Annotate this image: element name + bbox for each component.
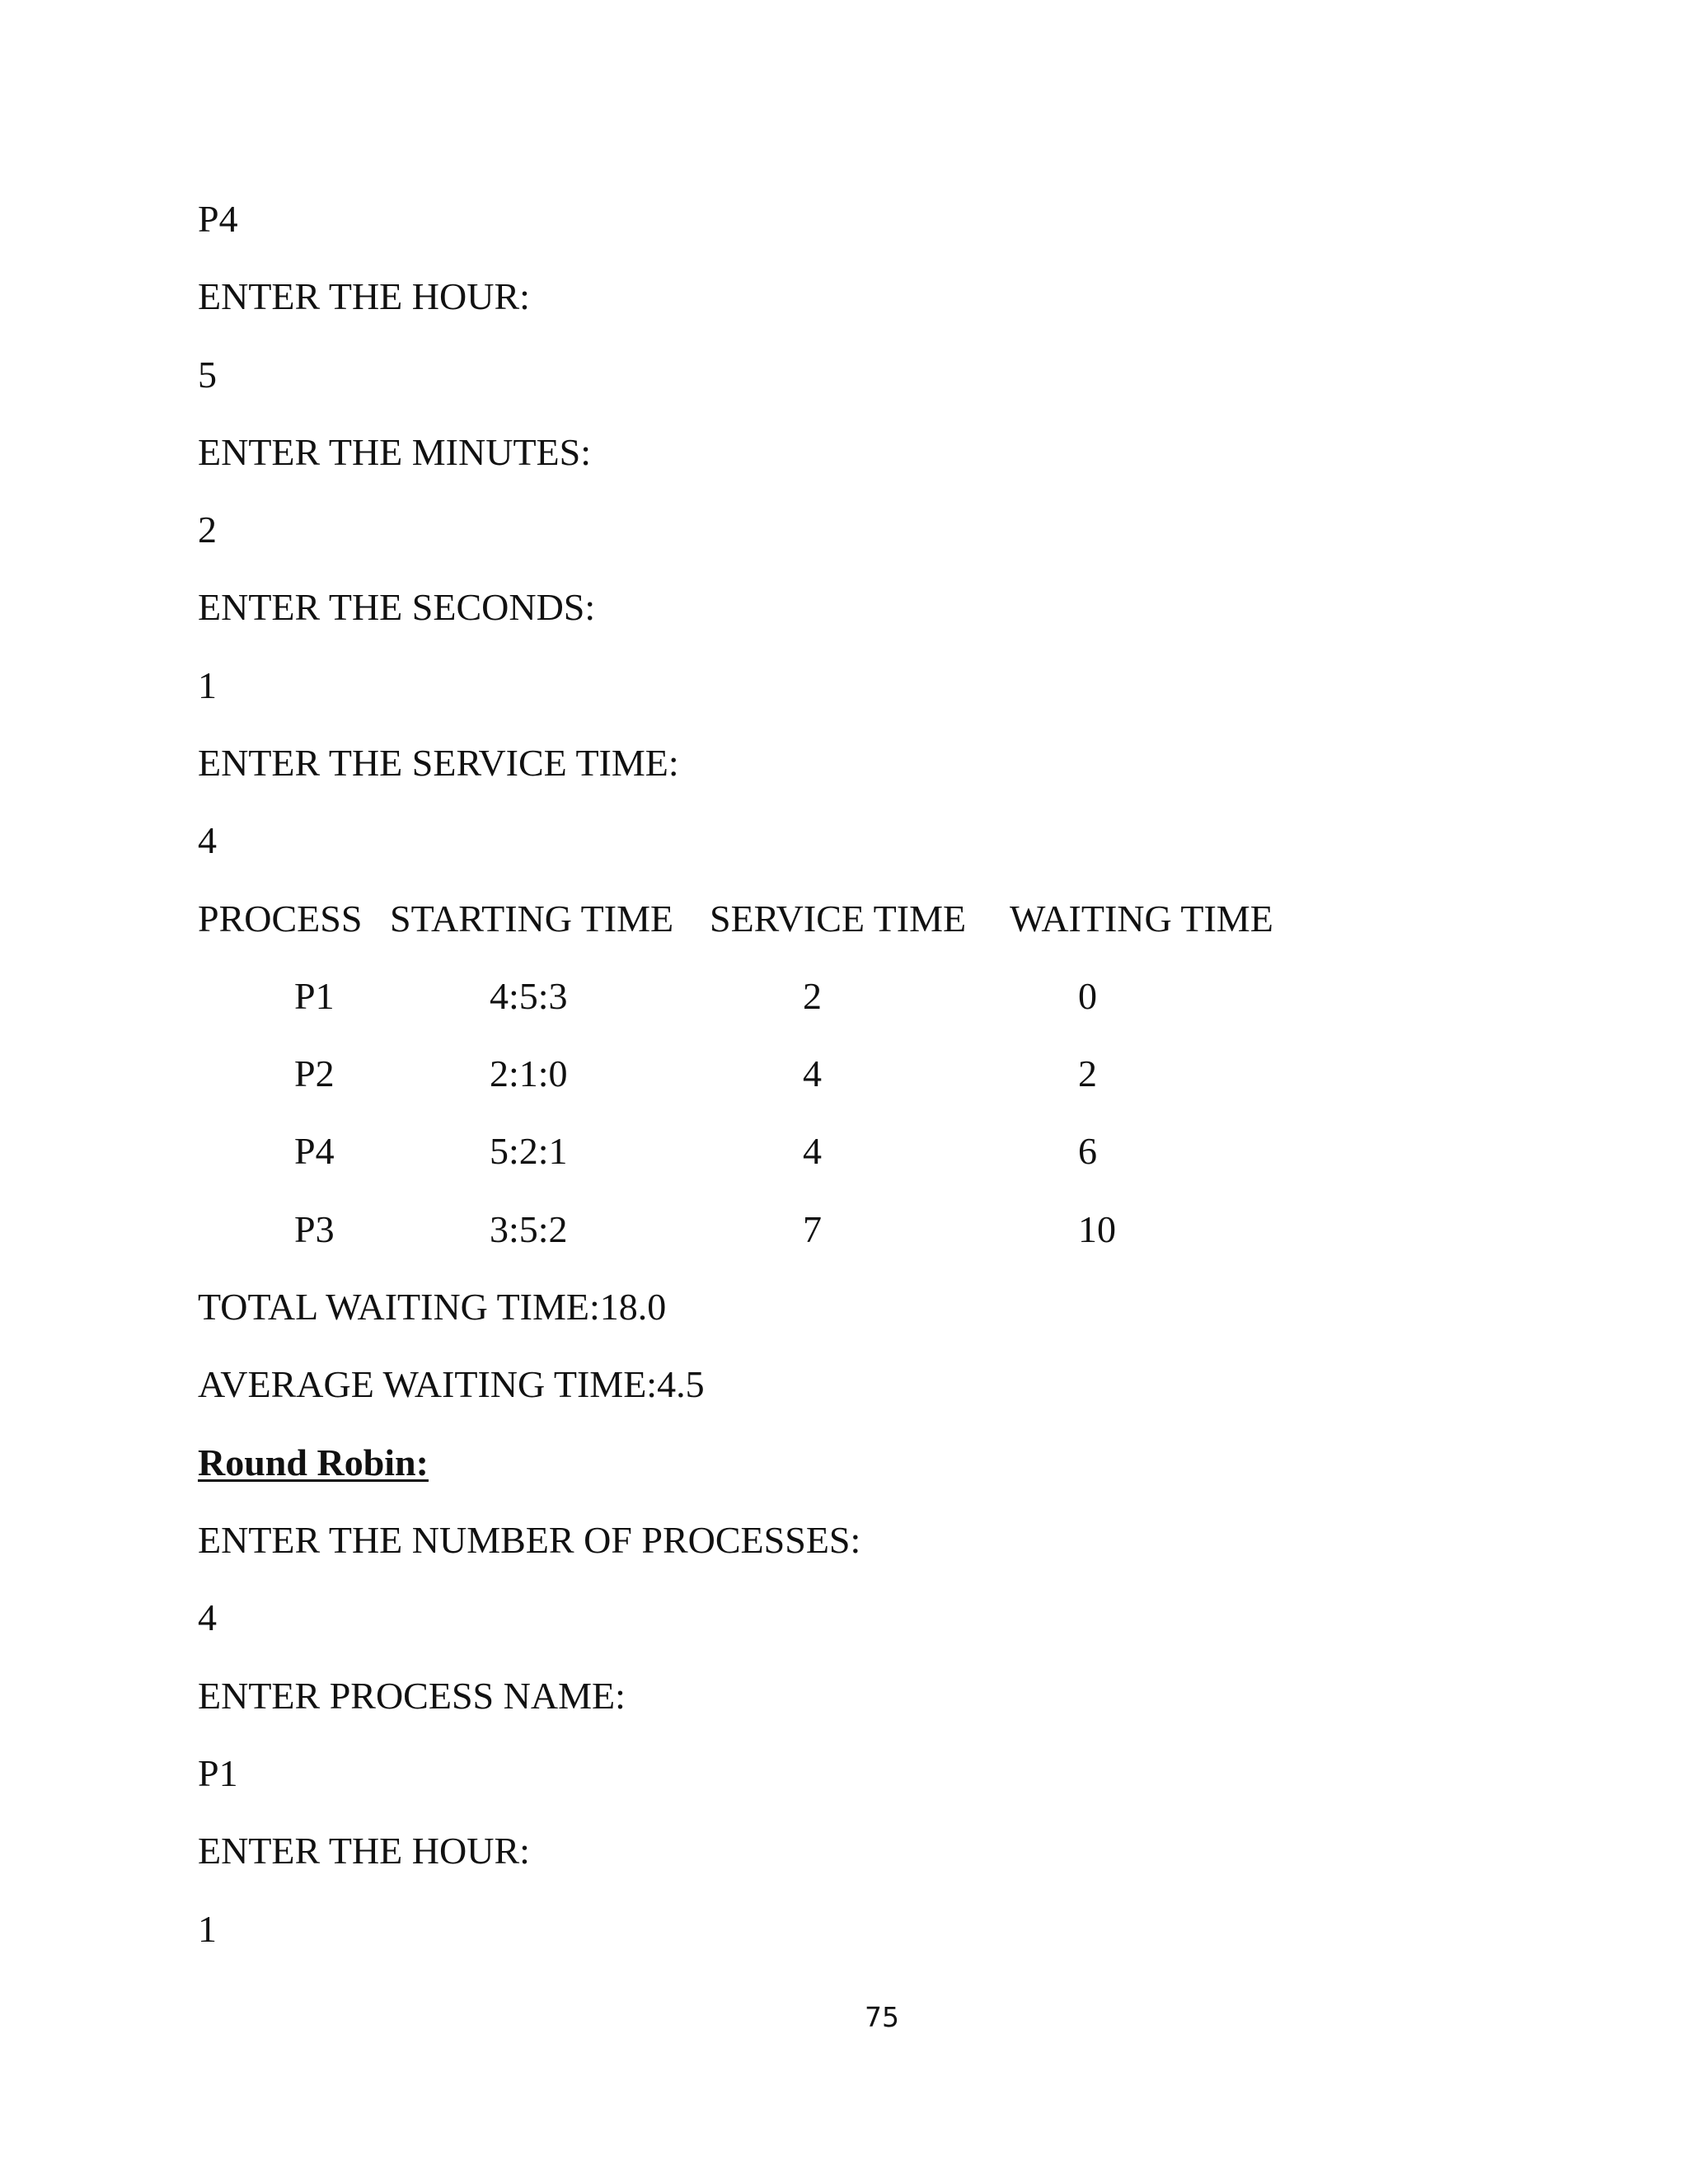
text-line: ENTER THE SECONDS: [198,586,596,628]
text-line: P4 [198,198,238,240]
text-line: ENTER THE NUMBER OF PROCESSES: [198,1519,861,1561]
page-number: 75 [865,2001,899,2033]
cell-starting-time: 5:2:1 [490,1130,568,1172]
text-line: ENTER THE MINUTES: [198,431,592,473]
average-waiting-time: AVERAGE WAITING TIME:4.5 [198,1363,705,1405]
cell-waiting-time: 2 [1078,1052,1097,1094]
header-waiting-time: WAITING TIME [1010,898,1273,940]
cell-waiting-time: 10 [1078,1208,1116,1250]
header-process: PROCESS [198,898,363,940]
total-waiting-time: TOTAL WAITING TIME:18.0 [198,1286,667,1328]
cell-process: P3 [294,1208,335,1250]
cell-service-time: 4 [803,1130,822,1172]
cell-waiting-time: 0 [1078,975,1097,1017]
cell-service-time: 7 [803,1208,822,1250]
cell-starting-time: 2:1:0 [490,1052,568,1094]
cell-waiting-time: 6 [1078,1130,1097,1172]
text-line: ENTER THE SERVICE TIME: [198,742,679,784]
text-line: 4 [198,1596,217,1638]
text-line: 2 [198,509,217,551]
text-line: 4 [198,819,217,861]
text-line: ENTER THE HOUR: [198,1830,530,1872]
section-heading: Round Robin: [198,1441,429,1483]
cell-process: P4 [294,1130,335,1172]
text-line: 1 [198,1908,217,1950]
header-starting-time: STARTING TIME [390,898,674,940]
text-line: ENTER PROCESS NAME: [198,1675,626,1717]
cell-process: P2 [294,1052,335,1094]
header-service-time: SERVICE TIME [710,898,967,940]
cell-process: P1 [294,975,335,1017]
cell-service-time: 4 [803,1052,822,1094]
text-line: P1 [198,1752,238,1794]
cell-starting-time: 4:5:3 [490,975,568,1017]
text-line: ENTER THE HOUR: [198,275,530,317]
cell-starting-time: 3:5:2 [490,1208,568,1250]
text-line: 1 [198,664,217,706]
text-line: 5 [198,354,217,396]
cell-service-time: 2 [803,975,822,1017]
